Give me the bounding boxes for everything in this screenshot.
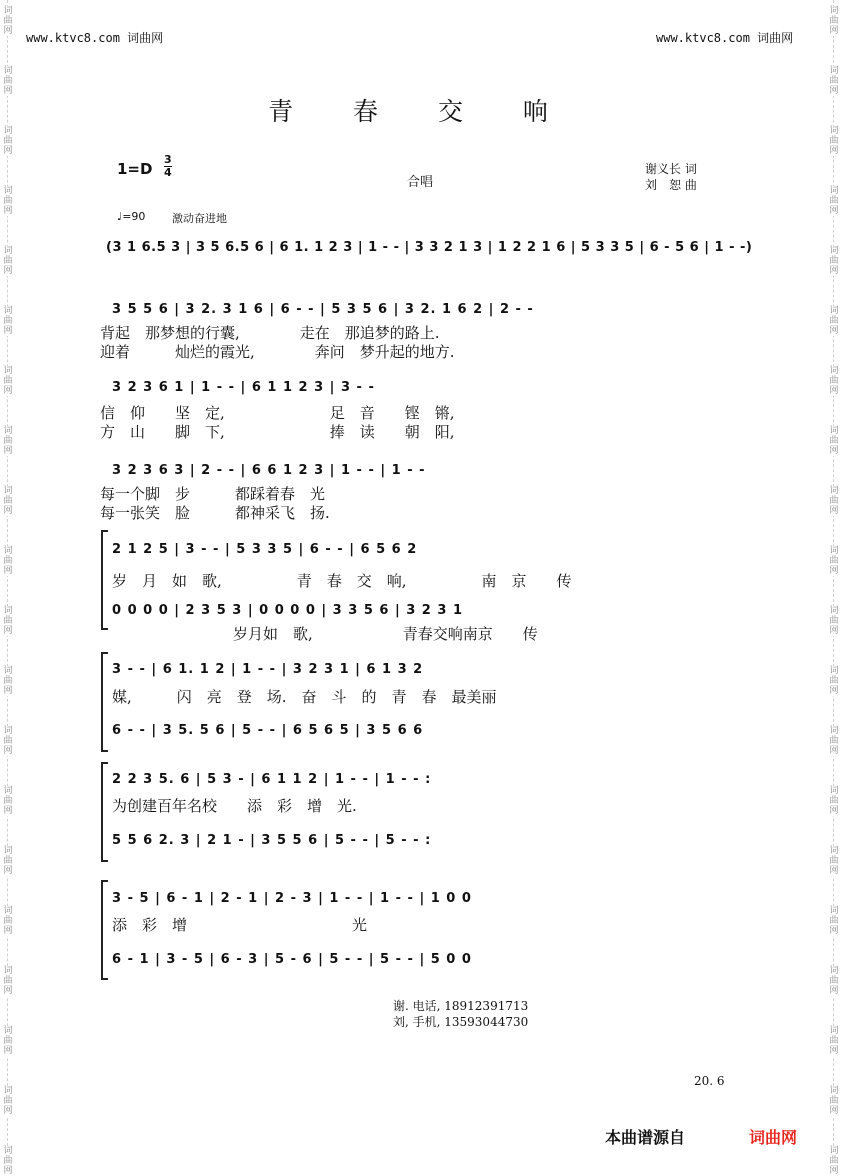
side-watermark-right: 词 曲 网 xyxy=(826,606,842,636)
side-watermark-left: 词 曲 网 xyxy=(0,726,16,756)
system-2-lyric-2: 方 山 脚 下, 捧 读 朝 阳, xyxy=(100,423,455,441)
side-watermark-right: 词 曲 网 xyxy=(826,6,842,36)
side-watermark-left: 词 曲 网 xyxy=(0,666,16,696)
side-watermark-right: 词 曲 网 xyxy=(826,306,842,336)
side-watermark-right: 词 曲 网 xyxy=(826,726,842,756)
composer: 刘 恕 曲 xyxy=(645,178,697,192)
side-watermark-left: 词 曲 网 xyxy=(0,1086,16,1116)
system-4-bottom-lyric: 岁月如 歌, 青春交响南京 传 xyxy=(233,625,538,643)
tempo-marking: ♩=90 xyxy=(117,210,146,223)
side-watermark-left: 词 曲 网 xyxy=(0,366,16,396)
system-4-brace xyxy=(101,530,108,630)
side-watermark-left: 词 曲 网 xyxy=(0,306,16,336)
expression-marking: 激动奋进地 xyxy=(172,212,227,225)
system-6-bottom-notes: 5 5 6 2. 3 | 2 1 - | 3 5 5 6 | 5 - - | 5 - - : xyxy=(112,833,432,848)
system-5-brace xyxy=(101,652,108,752)
side-watermark-left: 词 曲 网 xyxy=(0,1026,16,1056)
side-watermark-right: 词 曲 网 xyxy=(826,366,842,396)
side-watermark-right: 词 曲 网 xyxy=(826,126,842,156)
contact-line-1: 谢. 电话, 18912391713 xyxy=(393,999,529,1013)
system-3-lyric-2: 每一张笑 脸 都神采飞 扬. xyxy=(100,504,330,522)
system-6-top-notes: 2 2 3 5. 6 | 5 3 - | 6 1 1 2 | 1 - - | 1 - - : xyxy=(112,772,432,787)
side-watermark-left: 词 曲 网 xyxy=(0,126,16,156)
side-watermark-right: 词 曲 网 xyxy=(826,786,842,816)
side-watermark-right: 词 曲 网 xyxy=(826,426,842,456)
side-watermark-left: 词 曲 网 xyxy=(0,66,16,96)
side-watermark-right: 词 曲 网 xyxy=(826,666,842,696)
time-signature xyxy=(164,154,172,179)
system-2-lyric-1: 信 仰 坚 定, 足 音 铿 锵, xyxy=(100,404,455,422)
side-watermark-left: 词 曲 网 xyxy=(0,186,16,216)
system-6-top-lyric: 为创建百年名校 添 彩 增 光. xyxy=(112,797,357,815)
side-watermark-right: 词 曲 网 xyxy=(826,1026,842,1056)
system-4-top-lyric: 岁 月 如 歌, 青 春 交 响, 南 京 传 xyxy=(112,572,572,590)
side-watermark-right: 词 曲 网 xyxy=(826,906,842,936)
system-7-top-notes: 3 - 5 | 6 - 1 | 2 - 1 | 2 - 3 | 1 - - | 1 - - | 1 0 0 xyxy=(112,891,472,906)
page-date: 20. 6 xyxy=(694,1074,725,1088)
side-watermark-right: 词 曲 网 xyxy=(826,1086,842,1116)
genre-label: 合唱 xyxy=(407,175,434,190)
side-watermark-left: 词 曲 网 xyxy=(0,426,16,456)
side-watermark-left: 词 曲 网 xyxy=(0,246,16,276)
system-3-lyric-1: 每一个脚 步 都踩着春 光 xyxy=(100,485,326,503)
side-watermark-right: 词 曲 网 xyxy=(826,966,842,996)
side-watermark-right: 词 曲 网 xyxy=(826,186,842,216)
system-5-top-lyric: 媒, 闪 亮 登 场. 奋 斗 的 青 春 最美丽 xyxy=(112,688,497,706)
system-6-brace xyxy=(101,762,108,862)
side-watermark-right: 词 曲 网 xyxy=(826,246,842,276)
system-5-bottom-notes: 6 - - | 3 5. 5 6 | 5 - - | 6 5 6 5 | 3 5 6 6 xyxy=(112,723,424,738)
system-3-notes: 3 2 3 6 3 | 2 - - | 6 6 1 2 3 | 1 - - | 1 - - xyxy=(112,463,426,478)
side-watermark-right: 词 曲 网 xyxy=(826,66,842,96)
song-title: 青 春 交 响 xyxy=(268,97,574,126)
intro-notes: (3 1 6.5 3 | 3 5 6.5 6 | 6 1. 1 2 3 | 1 - - | 3 3 2 1 3 | 1 2 2 1 6 | 5 3 3 5 | 6 - 5 6 | 1 - -) xyxy=(106,240,753,255)
system-7-bottom-notes: 6 - 1 | 3 - 5 | 6 - 3 | 5 - 6 | 5 - - | 5 - - | 5 0 0 xyxy=(112,952,472,967)
site-url-right[interactable]: www.ktvc8.com 词曲网 xyxy=(656,31,794,45)
system-4-bottom-notes: 0 0 0 0 | 2 3 5 3 | 0 0 0 0 | 3 3 5 6 | 3 2 3 1 xyxy=(112,603,463,618)
side-watermark-left: 词 曲 网 xyxy=(0,6,16,36)
side-watermark-right: 词 曲 网 xyxy=(826,486,842,516)
site-url-left[interactable]: www.ktvc8.com 词曲网 xyxy=(26,31,164,45)
system-2-notes: 3 2 3 6 1 | 1 - - | 6 1 1 2 3 | 3 - - xyxy=(112,380,375,395)
side-watermark-left: 词 曲 网 xyxy=(0,1146,16,1176)
system-7-top-lyric: 添 彩 增 光 xyxy=(112,916,368,934)
side-watermark-left: 词 曲 网 xyxy=(0,606,16,636)
system-4-top-notes: 2 1 2 5 | 3 - - | 5 3 3 5 | 6 - - | 6 5 6 2 xyxy=(112,542,418,557)
credits xyxy=(645,161,697,193)
right-watermark-strip xyxy=(826,0,842,1176)
meter-top: 3 xyxy=(164,153,172,166)
contact-line-2: 刘, 手机, 13593044730 xyxy=(393,1015,529,1029)
meter-bottom: 4 xyxy=(164,166,172,179)
side-watermark-left: 词 曲 网 xyxy=(0,966,16,996)
left-watermark-strip xyxy=(0,0,16,1176)
source-brand-link[interactable]: 词曲网 xyxy=(749,1128,798,1147)
side-watermark-left: 词 曲 网 xyxy=(0,486,16,516)
side-watermark-left: 词 曲 网 xyxy=(0,546,16,576)
side-watermark-left: 词 曲 网 xyxy=(0,906,16,936)
side-watermark-left: 词 曲 网 xyxy=(0,786,16,816)
side-watermark-right: 词 曲 网 xyxy=(826,546,842,576)
system-7-brace xyxy=(101,880,108,980)
system-1-lyric-1: 背起 那梦想的行囊, 走在 那追梦的路上. xyxy=(100,324,440,342)
key-signature: 1=D xyxy=(117,160,153,178)
contact-info xyxy=(393,998,528,1030)
system-1-notes: 3 5 5 6 | 3 2. 3 1 6 | 6 - - | 5 3 5 6 | 3 2. 1 6 2 | 2 - - xyxy=(112,302,534,317)
side-watermark-right: 词 曲 网 xyxy=(826,1146,842,1176)
side-watermark-right: 词 曲 网 xyxy=(826,846,842,876)
system-1-lyric-2: 迎着 灿烂的霞光, 奔问 梦升起的地方. xyxy=(100,343,455,361)
source-label: 本曲谱源自 xyxy=(605,1128,686,1147)
system-5-top-notes: 3 - - | 6 1. 1 2 | 1 - - | 3 2 3 1 | 6 1 3 2 xyxy=(112,662,424,677)
side-watermark-left: 词 曲 网 xyxy=(0,846,16,876)
lyricist: 谢义长 词 xyxy=(645,162,697,176)
